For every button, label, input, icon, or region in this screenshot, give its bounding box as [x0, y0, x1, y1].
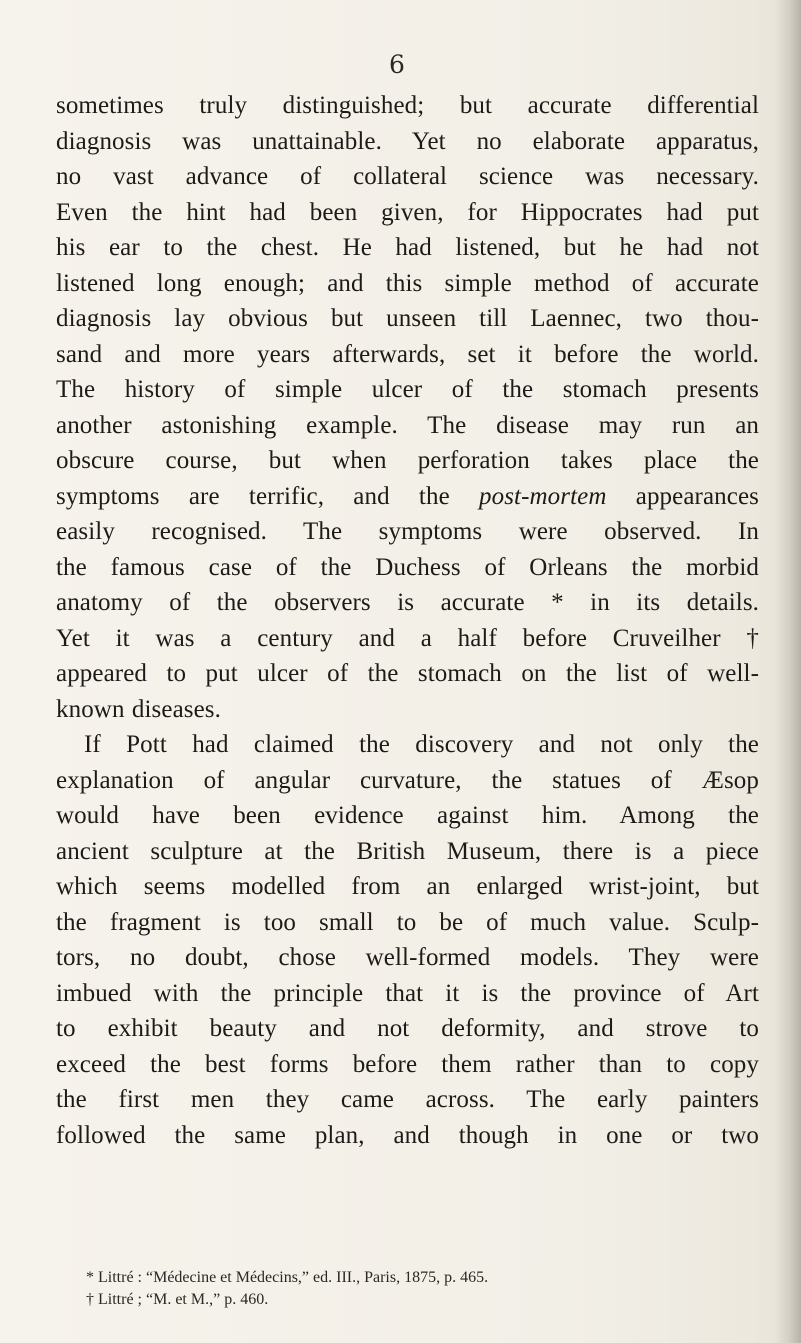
line-text-before-italic: symptoms are terrific, and the [56, 482, 480, 510]
text-line: explanation of angular curvature, the statues of Æsop [56, 766, 759, 794]
text-line: diagnosis lay obvious but unseen till Laennec, two thou- [56, 305, 759, 332]
text-line: exceed the best forms before them rather than to copy [56, 1050, 759, 1078]
paragraph-end-line: known diseases. [56, 695, 221, 723]
line-text-after-italic: appearances [606, 482, 759, 510]
paragraph-start-line: If Pott had claimed the discovery and not only the [84, 731, 759, 758]
text-line: easily recognised. The symptoms were observed. In [56, 518, 759, 545]
text-line: diagnosis was unattainable. Yet no elaborate apparatus, [56, 127, 759, 155]
text-line: ancient sculpture at the British Museum, there is a piece [56, 837, 759, 865]
text-line: listened long enough; and this simple method of accurate [56, 269, 759, 297]
text-line: would have been evidence against him. Among the [56, 802, 759, 829]
page-number: 6 [389, 50, 405, 79]
text-line: obscure course, but when perforation takes place the [56, 447, 759, 474]
text-line: his ear to the chest. He had listened, but he had not [56, 234, 759, 261]
text-line: tors, no doubt, chose well-formed models. They were [56, 944, 759, 971]
text-line: the first men they came across. The early painters [56, 1086, 759, 1113]
text-line: Even the hint had been given, for Hippocrates had put [56, 198, 759, 226]
text-line: followed the same plan, and though in one or two [56, 1121, 759, 1149]
text-line: to exhibit beauty and not deformity, and strove to [56, 1015, 759, 1042]
text-line: the fragment is too small to be of much value. Sculp- [56, 908, 759, 936]
text-line: no vast advance of collateral science was necessary. [56, 163, 759, 190]
text-line: appeared to put ulcer of the stomach on the list of well- [56, 660, 759, 687]
footnote-dagger: † Littré ; “M. et M.,” p. 460. [86, 1291, 269, 1308]
footnote-asterisk: * Littré : “Médecine et Médecins,” ed. III., Paris, 1875, p. 465. [86, 1269, 489, 1286]
post-mortem-italic-text: post-mortem [479, 482, 607, 510]
body-text [56, 88, 759, 1153]
page-edge-shadow [775, 0, 801, 1343]
footnotes [86, 1267, 726, 1311]
text-line: another astonishing example. The disease may run an [56, 411, 759, 439]
text-line: The history of simple ulcer of the stomach presents [56, 376, 759, 403]
text-line: which seems modelled from an enlarged wrist-joint, but [56, 873, 759, 900]
text-line: the famous case of the Duchess of Orleans the morbid [56, 553, 759, 581]
text-line-with-italic [56, 479, 759, 515]
text-line: Yet it was a century and a half before Cruveilher † [56, 624, 759, 652]
text-line: imbued with the principle that it is the province of Art [56, 979, 759, 1007]
text-line: anatomy of the observers is accurate * in its details. [56, 589, 759, 616]
text-line: sand and more years afterwards, set it before the world. [56, 340, 759, 368]
text-line: sometimes truly distinguished; but accurate differential [56, 92, 759, 119]
